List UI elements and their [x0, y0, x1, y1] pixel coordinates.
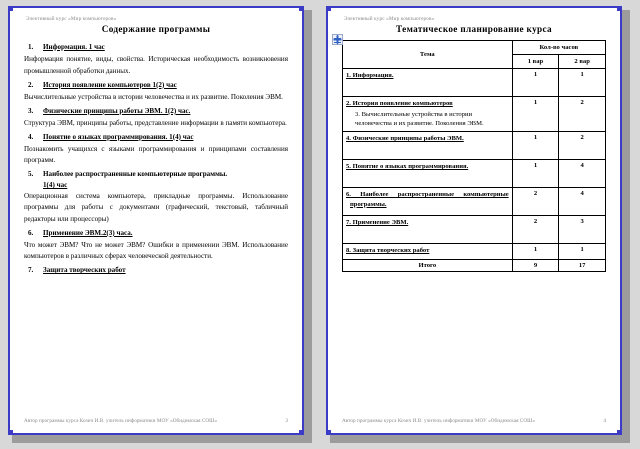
contents-item-body: Вычислительные устройства в истории человечества и их развитие. Поколения ЭВМ.: [24, 92, 283, 101]
footer-author-text: Автор программы курса Козич И.В. учитель информатики МОУ «Обидимская СОШ»: [342, 418, 536, 424]
contents-item-body: Операционная система компьютера, прикладные программы. Использование программы для работы с документами (графический, текстовый, табличный редакторы или процессоры): [24, 191, 288, 223]
document-page-left[interactable]: [8, 6, 304, 435]
contents-item-number: 2.: [28, 80, 34, 89]
cell-theme: [343, 244, 513, 260]
contents-item-number: 5.: [28, 170, 34, 179]
contents-item-body: Что может ЭВМ? Что не может ЭВМ? Ошибки в применении ЭВМ. Использование компьютеров в различных сферах человеческой деятельности.: [24, 240, 288, 261]
row-title: 5. Понятие о языках программирования.: [346, 163, 469, 171]
cell-variant-2: 3: [559, 216, 606, 244]
selection-handle-top-right[interactable]: [617, 6, 622, 11]
contents-item-title-continued: 1(4) час: [43, 181, 68, 190]
running-header-left: Элективный курс «Мир компьютеров»: [26, 16, 117, 22]
cell-variant-2: 4: [559, 160, 606, 188]
page-left-wrapper: [8, 6, 312, 443]
contents-item-title: Физические принципы работы ЭВМ. 1(2) час.: [43, 106, 191, 115]
document-page-right[interactable]: [326, 6, 622, 435]
cell-variant-1: 2: [512, 216, 559, 244]
column-header-variant-1: 1 вар: [512, 55, 559, 69]
contents-item-heading: [24, 133, 288, 143]
cell-variant-2: 1: [559, 69, 606, 97]
page-footer-left: [24, 418, 290, 424]
contents-item-number: 7.: [28, 266, 34, 275]
running-header-right: Элективный курс «Мир компьютеров»: [344, 16, 435, 22]
cell-variant-1: 1: [512, 244, 559, 260]
contents-item-number: 4.: [28, 132, 34, 141]
contents-item-title: Понятие о языках программирования. 1(4) час: [43, 132, 194, 141]
table-row[interactable]: [343, 97, 606, 132]
table-total-row[interactable]: [343, 260, 606, 272]
contents-item-title: История появление компьютеров 1(2) час: [43, 80, 177, 89]
row-title: 4. Физические принципы работы ЭВМ.: [346, 135, 464, 143]
cell-variant-2: 4: [559, 188, 606, 216]
contents-item-heading: [24, 170, 288, 180]
footer-author-text: Автор программы курса Козич И.В. учитель информатики МОУ «Обидимская СОШ»: [24, 418, 218, 424]
page-footer-right: [342, 418, 608, 424]
cell-theme: [343, 160, 513, 188]
cell-theme: [343, 97, 513, 132]
cell-variant-1: 1: [512, 160, 559, 188]
cell-theme: [343, 216, 513, 244]
cell-total-variant-1: 9: [512, 260, 559, 272]
page-left-content: [10, 8, 302, 433]
contents-item-title: Применение ЭВМ.2(3) часа.: [43, 228, 133, 237]
cell-variant-1: 1: [512, 69, 559, 97]
row-title: 8. Защита творческих работ: [346, 247, 430, 255]
cell-variant-1: 1: [512, 97, 559, 132]
footer-page-number: 4: [603, 418, 606, 424]
contents-item-heading: [24, 266, 288, 276]
selection-handle-bottom-right[interactable]: [299, 430, 304, 435]
contents-item-body: Информация понятие, виды, свойства. Историческая необходимость возникновения промышленной обработки данных.: [24, 55, 288, 75]
page-right-wrapper: [326, 6, 630, 443]
contents-item-title: Наиболее распространенные компьютерные программы.: [43, 170, 228, 179]
contents-list: [24, 43, 288, 276]
table-header-row: [343, 41, 606, 55]
page-title-left: Содержание программы: [101, 24, 211, 34]
contents-item-body: Познакомить учащихся с языками программирования и принципами составления программ.: [24, 144, 288, 165]
column-header-theme: Тема: [343, 41, 513, 69]
contents-item-title: Информация. 1 час: [43, 43, 105, 51]
column-header-variant-2: 2 вар: [559, 55, 606, 69]
contents-item-heading: [24, 81, 288, 91]
contents-item-number: 1.: [28, 43, 34, 51]
row-title: 7. Применение ЭВМ.: [346, 219, 409, 227]
thematic-plan-table[interactable]: [342, 40, 606, 272]
contents-item-number: 6.: [28, 228, 34, 237]
page-title-right: Тематическое планирование курса: [396, 24, 552, 34]
contents-item-body: Структура ЭВМ, принципы работы, представление информации в памяти компьютера.: [24, 118, 287, 127]
cell-variant-1: 1: [512, 132, 559, 160]
cell-total-variant-2: 17: [559, 260, 606, 272]
contents-item-heading: [24, 43, 288, 53]
selection-handle-top-right[interactable]: [299, 6, 304, 11]
row-title: 6. Наиболее распространенные компьютерные программы.: [346, 191, 509, 208]
footer-page-number: 3: [285, 418, 288, 424]
table-row[interactable]: [343, 244, 606, 260]
cell-theme: [343, 132, 513, 160]
row-title: 1. Информация.: [346, 72, 394, 79]
contents-item-heading: [24, 229, 288, 239]
selection-handle-top-left[interactable]: [8, 6, 13, 11]
cell-total-label: Итого: [343, 260, 513, 272]
contents-item-heading: [24, 107, 288, 117]
contents-item-title: Защита творческих работ: [43, 266, 126, 275]
table-row[interactable]: [343, 132, 606, 160]
cell-theme: [343, 69, 513, 97]
page-right-content: [328, 8, 620, 433]
table-move-cross-icon[interactable]: [332, 34, 343, 45]
cell-variant-2: 2: [559, 97, 606, 132]
table-row[interactable]: [343, 69, 606, 97]
cell-variant-1: 2: [512, 188, 559, 216]
table-row[interactable]: [343, 188, 606, 216]
table-row[interactable]: [343, 216, 606, 244]
row-subtitle: 3. Вычислительные устройства в истории человечества и их развитие. Поколения ЭВМ.: [355, 110, 484, 128]
selection-handle-bottom-left[interactable]: [8, 430, 13, 435]
cell-variant-2: 1: [559, 244, 606, 260]
row-title: 2. История появление компьютеров: [346, 100, 453, 107]
selection-handle-bottom-left[interactable]: [326, 430, 331, 435]
contents-item-number: 3.: [28, 106, 34, 115]
column-header-hours: Кол-во часов: [512, 41, 605, 55]
cell-variant-2: 2: [559, 132, 606, 160]
selection-handle-top-left[interactable]: [326, 6, 331, 11]
selection-handle-bottom-right[interactable]: [617, 430, 622, 435]
table-row[interactable]: [343, 160, 606, 188]
cell-theme: [343, 188, 513, 216]
